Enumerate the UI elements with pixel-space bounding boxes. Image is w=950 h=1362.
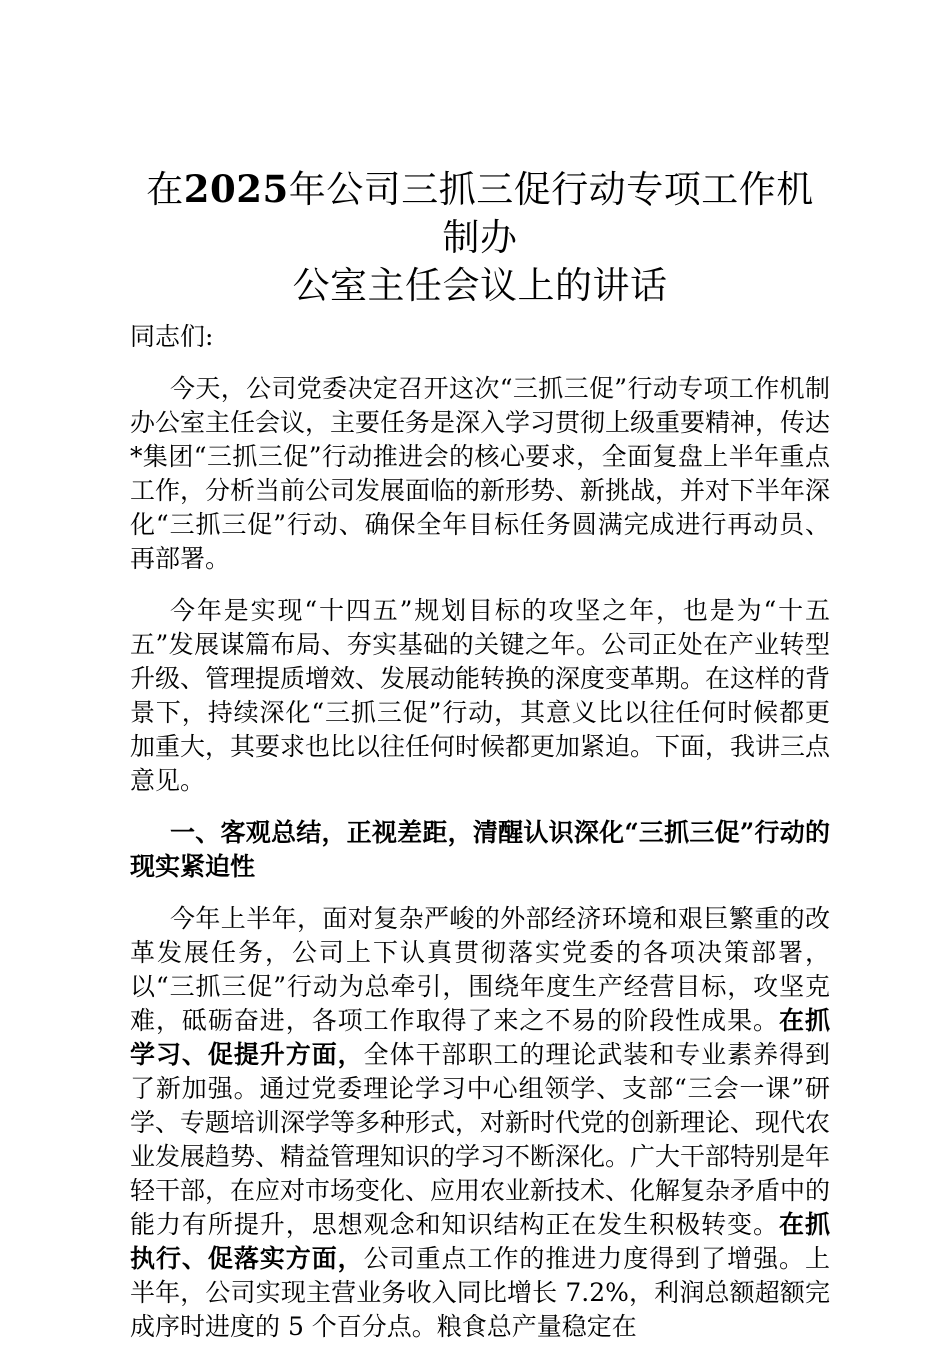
greeting: 同志们: [130,322,214,351]
section-heading-1: 一、客观总结，正视差距，清醒认识深化“三抓三促”行动的现实紧迫性 [130,818,830,881]
paragraph-3-part-c: 全体干部职工的理论武装和专业素养得到了新加强。通过党委理论学习中心组领学、支部“三会一课”研学、专题培训深学等多种形式，对新时代党的创新理论、现代农业发展趋势、精益管理知识的学习不断深化。广大干部特别是年轻干部，在应对市场变化、应用农业新技术、化解复杂矛盾中的能力有所提升，思想观念和知识结构正在发生积极转变。 [130,1040,831,1239]
document-page [130,165,830,1362]
title-line2: 公室主任会议上的讲话 [292,264,668,307]
paragraph-1: 今天，公司党委决定召开这次“三抓三促”行动专项工作机制办公室主任会议，主要任务是深入学习贯彻上级重要精神，传达*集团“三抓三促”行动推进会的核心要求，全面复盘上半年重点工作，分析当前公司发展面临的新形势、新挑战，并对下半年深化“三抓三促”行动、确保全年目标任务圆满完成进行再动员、再部署。 [130,374,831,573]
paragraph-3-part-e: 公司重点工作的推进力度得到了增强。上半年，公司实现主营业务收入同比增长 7.2%，利润总额超额完成序时进度的 5 个百分点。粮食总产量稳定在 [130,1244,830,1341]
title-rest: 年公司三抓三促行动专项工作机制办 [288,168,814,259]
document-title [130,165,830,310]
paragraph-3-part-a: 今年上半年，面对复杂严峻的外部经济环境和艰巨繁重的改革发展任务，公司上下认真贯彻落实党委的各项决策部署，以“三抓三促”行动为总牵引，围绕年度生产经营目标，攻坚克难，砥砺奋进，各项工作取得了来之不易的阶段性成果。 [130,904,830,1035]
paragraph-3-bold-study: 在抓学习、促提升方面， [130,1006,830,1069]
title-prefix: 在 [146,168,184,211]
paragraph-3 [130,902,830,1344]
paragraph-2: 今年是实现“十四五”规划目标的攻坚之年，也是为“十五五”发展谋篇布局、夯实基础的关键之年。公司正处在产业转型升级、管理提质增效、发展动能转换的深度变革期。在这样的背景下，持续深化“三抓三促”行动，其意义比以往任何时候都更加重大，其要求也比以往任何时候都更加紧迫。下面，我讲三点意见。 [130,596,831,795]
title-year: 2025 [183,167,289,211]
paragraph-3-bold-execution: 在抓执行、促落实方面， [130,1210,830,1273]
